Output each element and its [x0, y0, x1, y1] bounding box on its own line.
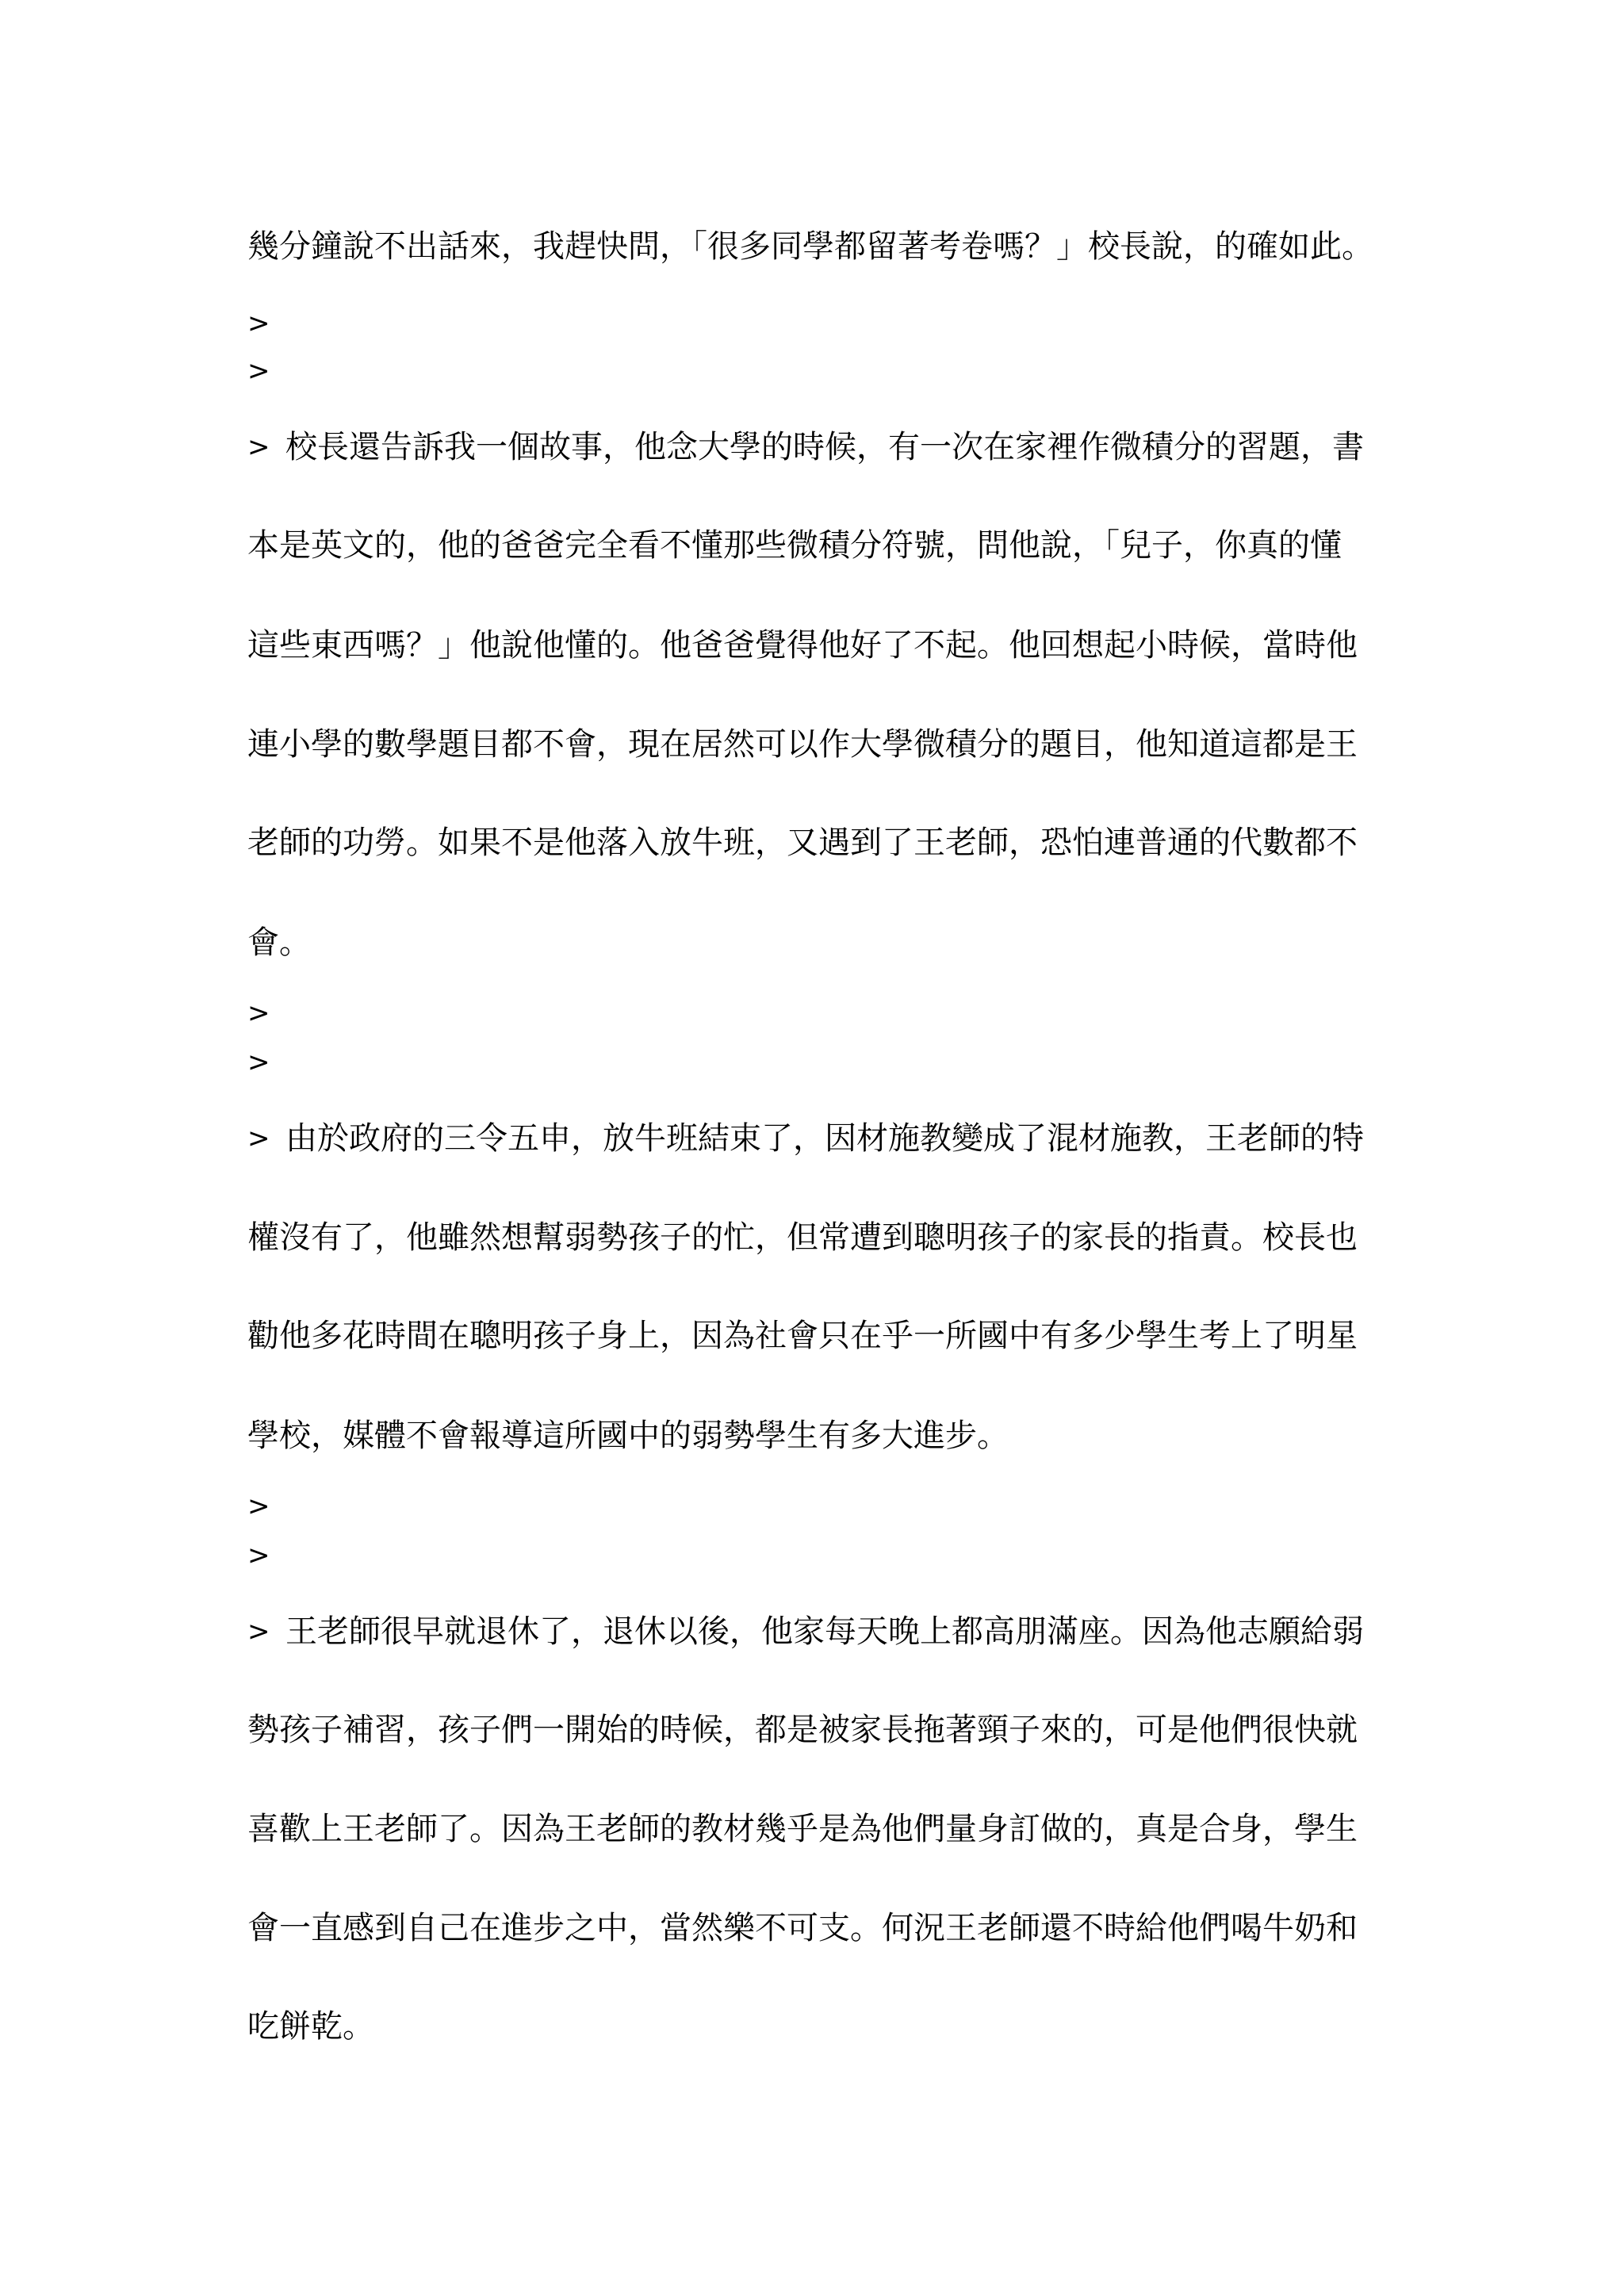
text-line: 連小學的數學題目都不會，現在居然可以作大學微積分的題目，他知道這都是王	[247, 726, 1358, 763]
quote-marker: >	[247, 1616, 270, 1647]
text-line: 王老師很早就退休了，退休以後，他家每天晚上都高朋滿座。因為他志願給弱	[285, 1613, 1364, 1650]
text-line: 勢孩子補習，孩子們一開始的時候，都是被家長拖著頸子來的，可是他們很快就	[247, 1712, 1358, 1748]
text-line: 本是英文的，他的爸爸完全看不懂那些微積分符號，問他說，「兒子，你真的懂	[247, 527, 1342, 564]
text-line: 這些東西嗎？」他說他懂的。他爸爸覺得他好了不起。他回想起小時候，當時他	[247, 627, 1358, 664]
text-line: 學校，媒體不會報導這所國中的弱勢學生有多大進步。	[247, 1418, 1009, 1454]
quote-marker: >	[247, 308, 270, 339]
text-line: 權沒有了，他雖然想幫弱勢孩子的忙，但常遭到聰明孩子的家長的指責。校長也	[247, 1219, 1358, 1256]
quote-marker: >	[247, 1047, 270, 1078]
quote-marker: >	[247, 997, 270, 1029]
text-line: 幾分鐘說不出話來，我趕快問，「很多同學都留著考卷嗎？」校長說，的確如此。	[247, 228, 1373, 265]
text-line: 會。	[247, 924, 311, 961]
text-line: 勸他多花時間在聰明孩子身上，因為社會只在乎一所國中有多少學生考上了明星	[247, 1318, 1358, 1354]
quote-marker: >	[247, 1123, 270, 1154]
text-line: 校長還告訴我一個故事，他念大學的時候，有一次在家裡作微積分的習題，書	[285, 429, 1364, 465]
quote-marker: >	[247, 355, 270, 387]
text-line: 喜歡上王老師了。因為王老師的教材幾乎是為他們量身訂做的，真是合身，學生	[247, 1811, 1358, 1847]
quote-marker: >	[247, 431, 270, 463]
quote-marker: >	[247, 1540, 270, 1571]
text-line: 老師的功勞。如果不是他落入放牛班，又遇到了王老師，恐怕連普通的代數都不	[247, 825, 1358, 861]
quote-marker: >	[247, 1490, 270, 1522]
text-line: 吃餅乾。	[247, 2008, 374, 2045]
text-line: 由於政府的三令五申，放牛班結束了，因材施教變成了混材施教，王老師的特	[285, 1120, 1364, 1157]
text-line: 會一直感到自己在進步之中，當然樂不可支。何況王老師還不時給他們喝牛奶和	[247, 1910, 1358, 1946]
